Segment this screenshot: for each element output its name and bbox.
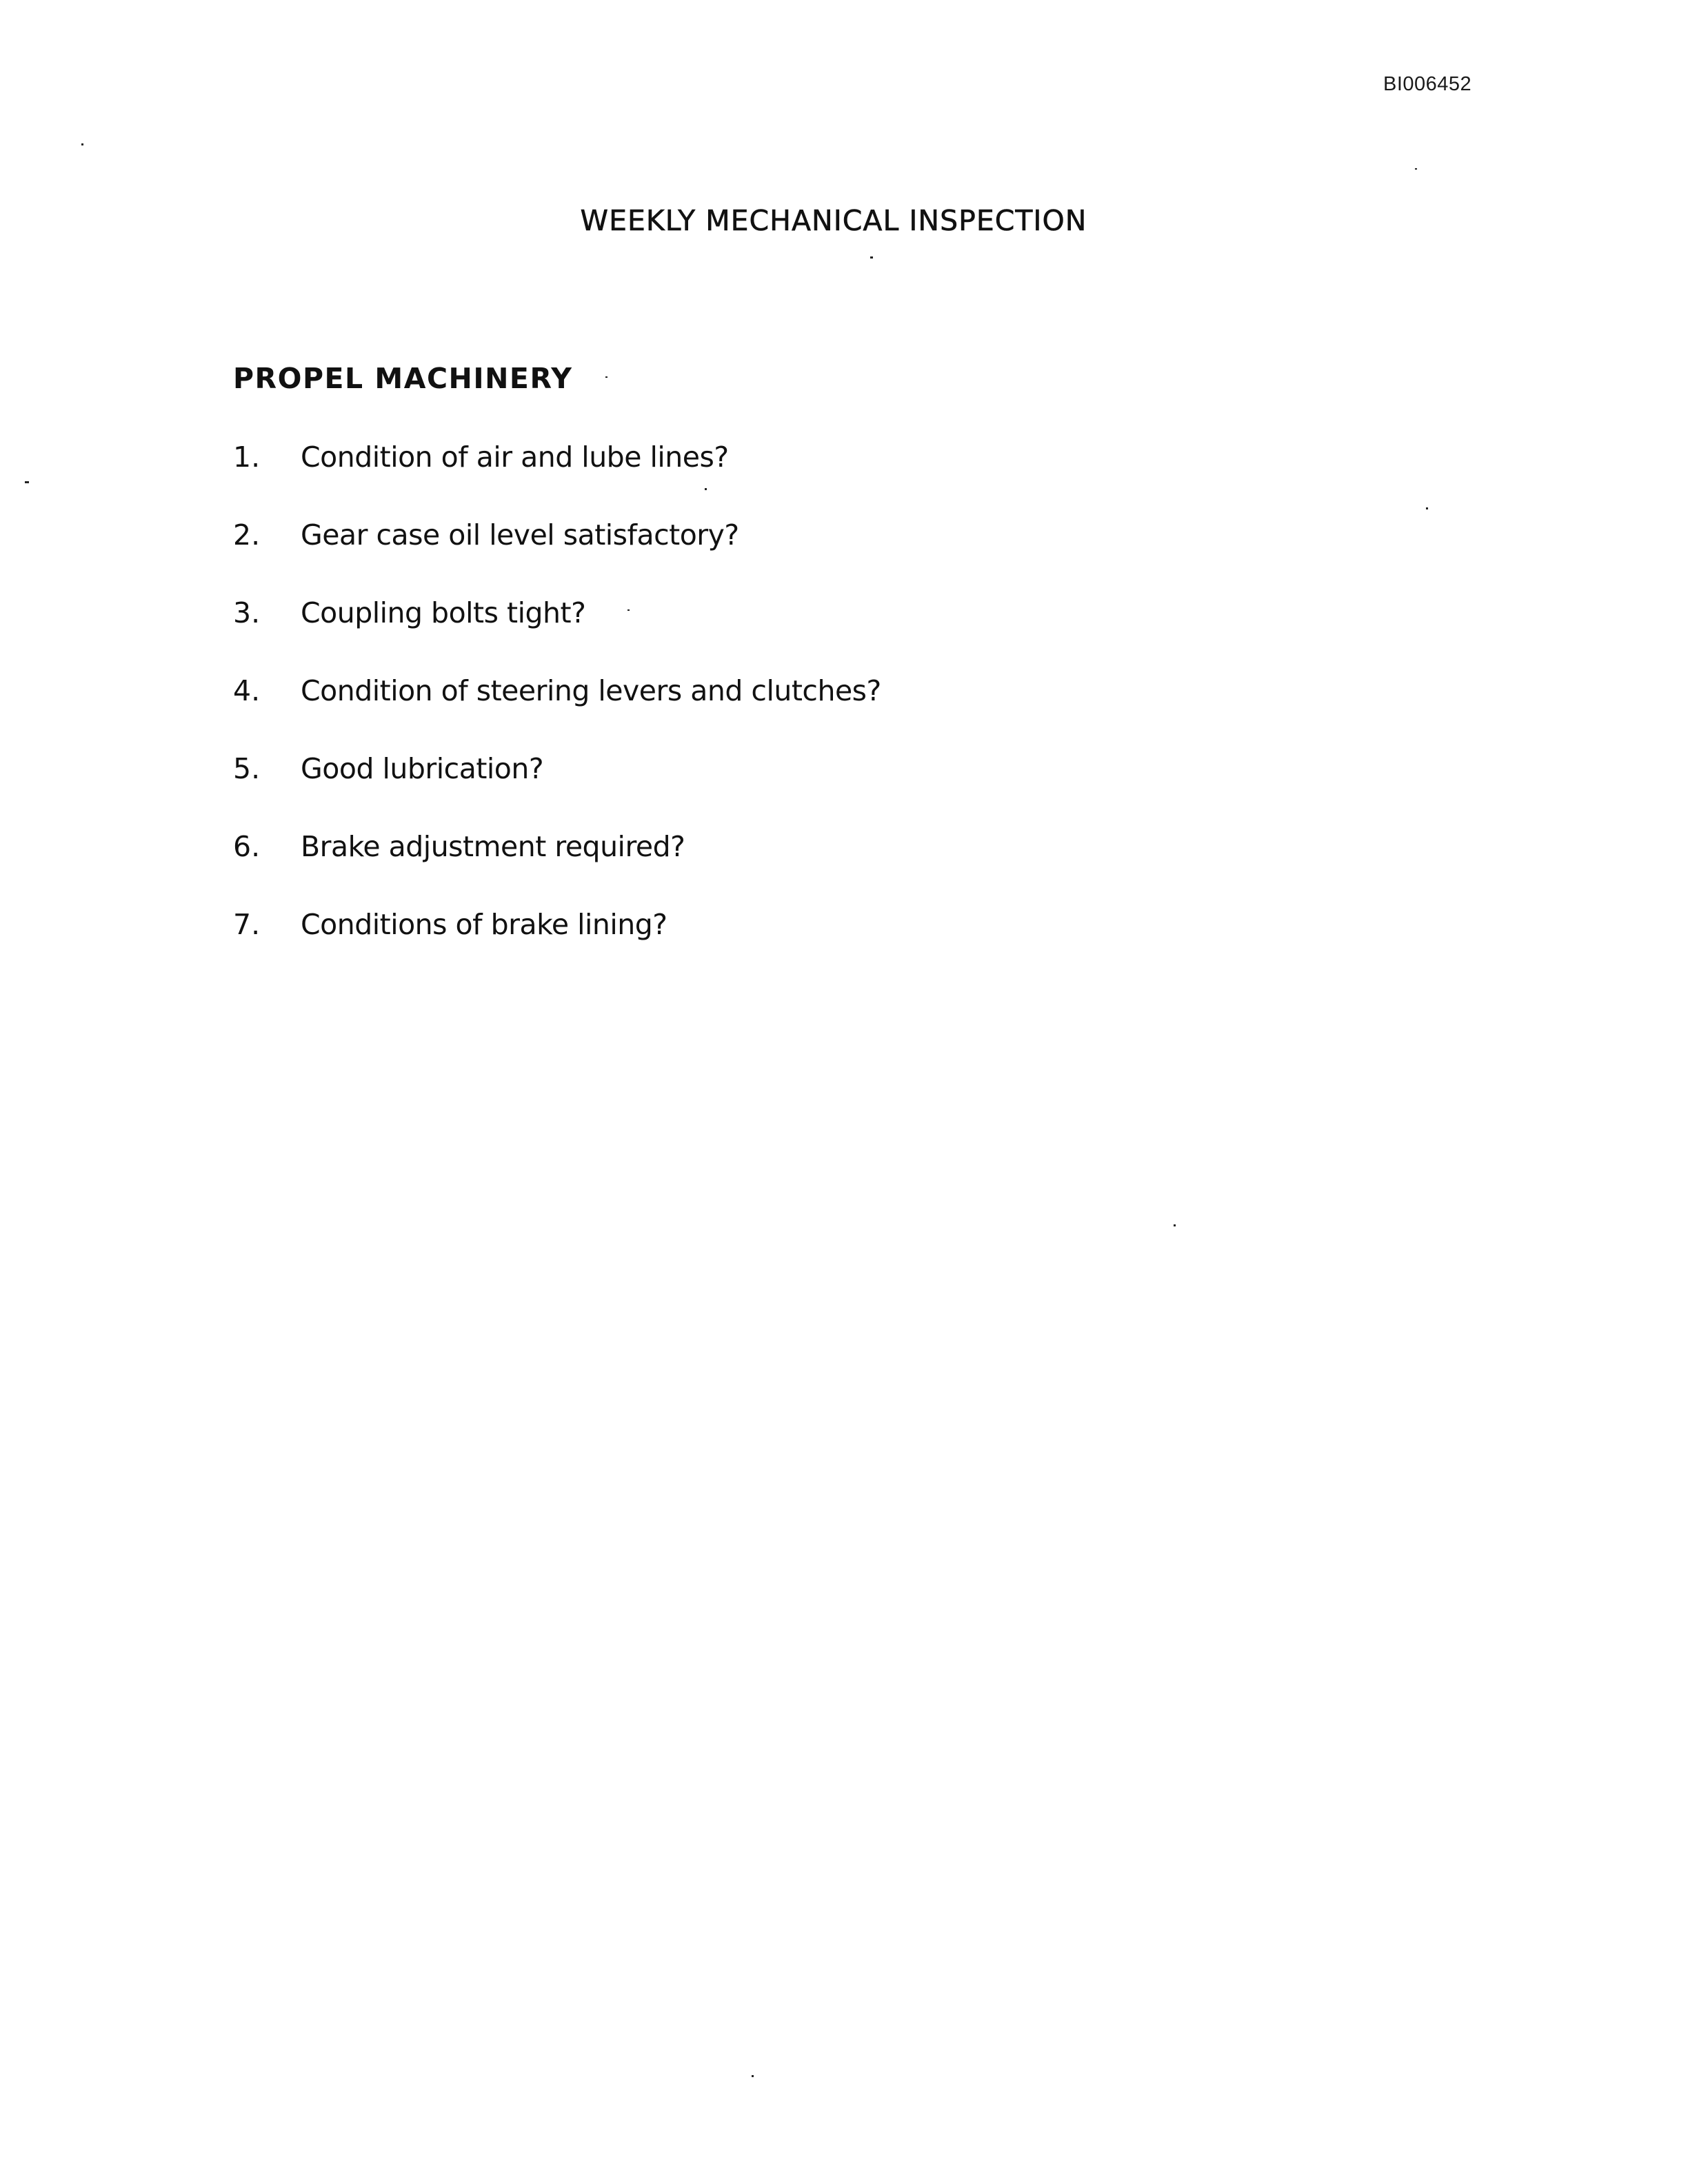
item-number: 6.: [233, 830, 261, 863]
scan-speck: [627, 609, 630, 611]
item-text: Brake adjustment required?: [301, 830, 685, 863]
document-id: BI006452: [1383, 73, 1472, 95]
item-number: 2.: [233, 518, 261, 552]
item-number: 4.: [233, 674, 261, 707]
page-title: WEEKLY MECHANICAL INSPECTION: [580, 204, 1087, 237]
scan-speck: [1426, 507, 1428, 509]
scan-speck: [870, 256, 873, 259]
item-text: Gear case oil level satisfactory?: [301, 518, 739, 552]
item-text: Coupling bolts tight?: [301, 596, 586, 629]
item-number: 5.: [233, 752, 261, 785]
item-number: 1.: [233, 441, 261, 474]
item-text: Conditions of brake lining?: [301, 908, 667, 941]
scan-speck: [1174, 1224, 1176, 1226]
item-number: 7.: [233, 908, 261, 941]
section-heading: PROPEL MACHINERY: [233, 362, 573, 395]
scan-speck: [705, 488, 707, 490]
item-text: Condition of air and lube lines?: [301, 441, 729, 474]
scan-speck: [1415, 168, 1417, 170]
scan-speck: [25, 481, 29, 483]
item-number: 3.: [233, 596, 261, 629]
scan-speck: [81, 143, 83, 145]
item-text: Good lubrication?: [301, 752, 544, 785]
scan-speck: [752, 2075, 754, 2077]
scan-speck: [605, 376, 607, 378]
item-text: Condition of steering levers and clutches?: [301, 674, 881, 707]
